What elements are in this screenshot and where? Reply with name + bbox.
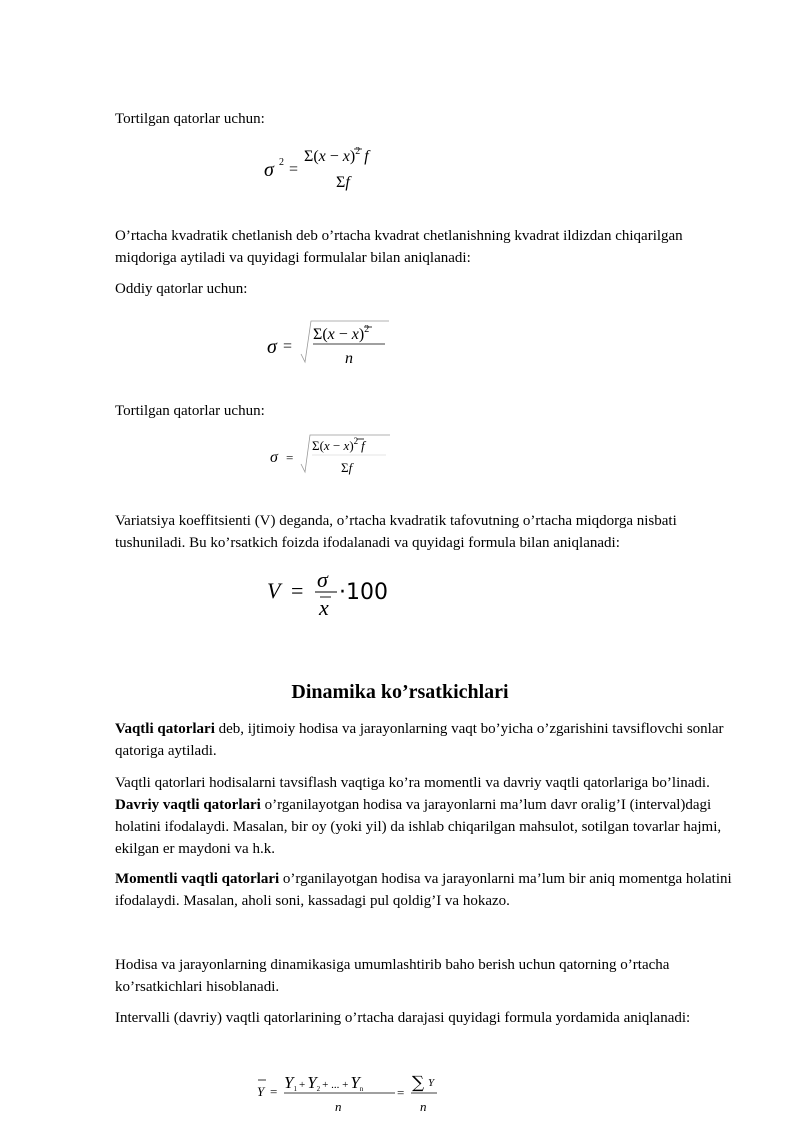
equals-sign: = <box>270 1084 278 1099</box>
term-periodic-series: Davriy vaqtli qatorlari <box>115 797 261 813</box>
equals-sign: = <box>291 578 304 603</box>
term-moment-series: Momentli vaqtli qatorlari <box>115 871 280 887</box>
paragraph-dynamics-assessment: Hodisa va jarayonlarning dinamikasiga umumlashtirib baho berish uchun qatorning o’rtacha ko’rsatkichlari hisoblanadi. <box>115 957 670 995</box>
formula-variation-coefficient <box>265 568 400 624</box>
equals-sign-2: = <box>397 1085 405 1100</box>
paragraph-periodic-series <box>115 772 740 860</box>
denominator: Σf <box>336 174 350 191</box>
classification-text: Vaqtli qatorlari hodisalarni tavsiflash vaqtiga ko’ra momentli va davriy vaqtli qatorlariga bo’linadi. <box>115 775 710 791</box>
formula-average-level <box>255 1068 455 1118</box>
v-symbol: V <box>267 578 281 603</box>
paragraph-time-series-definition <box>115 718 740 762</box>
numerator: $\Sigma(x - x)^2$ f <box>304 146 369 165</box>
formula-simple-std-deviation <box>265 318 405 373</box>
numerator: $\Sigma(x - x)^2$ f <box>312 436 365 453</box>
numerator-sigma: σ <box>317 567 328 592</box>
definition-text: deb, ijtimoiy hodisa va jarayonlarning vaqt bo’yicha o’zgarishini tavsiflovchi sonlar qatoriga aytiladi. <box>115 721 724 759</box>
y-bar-symbol: Y <box>257 1084 265 1099</box>
sigma-symbol: σ <box>270 449 278 466</box>
periodic-description: o’rganilayotgan hodisa va jarayonlarni ma’lum davr oralig’I (interval)dagi holatini ifodalaydi. Masalan, bir oy (yoki yil) da ishlab chiqarilgan mahsulot, sotilgan tovarlar hajmi, ekilgan er maydoni va h.k. <box>115 797 722 857</box>
paragraph-moment-series <box>115 868 740 912</box>
sigma-symbol: σ <box>267 336 277 358</box>
denominator-x: x <box>319 595 329 620</box>
paragraph-simple-series-label: Oddiy qatorlar uchun: <box>115 281 248 297</box>
moment-description: o’rganilayotgan hodisa va jarayonlarni ma’lum bir aniq momentga holatini ifodalaydi. Masalan, aholi soni, kassadagi pul qoldig’I va hokazo. <box>115 871 732 909</box>
sum-symbol: ∑ <box>412 1073 425 1093</box>
denominator: n <box>335 1099 342 1114</box>
paragraph-weighted-series-label: Tortilgan qatorlar uchun: <box>115 111 265 127</box>
multiplier-100: ·100 <box>339 580 388 605</box>
exponent: 2 <box>279 157 284 168</box>
formula-weighted-variance <box>262 143 402 193</box>
term-time-series: Vaqtli qatorlari <box>115 721 215 737</box>
denominator-2: n <box>420 1099 427 1114</box>
paragraph-variation-coefficient: Variatsiya koeffitsienti (V) deganda, o’rtacha kvadratik tafovutning o’rtacha miqdorga nisbati tushuniladi. Bu ko’rsatkich foizda ifodalanadi va quyidagi formula bilan aniqlanadi: <box>115 513 677 551</box>
equals-sign: = <box>286 450 294 465</box>
equals-sign: = <box>289 161 299 178</box>
paragraph-std-deviation-definition: O’rtacha kvadratik chetlanish deb o’rtacha kvadrat chetlanishning kvadrat ildizdan chiqarilgan miqdoriga aytiladi va quyidagi formulalar bilan aniqlanadi: <box>115 228 683 266</box>
section-heading: Dinamika ko’rsatkichlari <box>291 681 509 703</box>
denominator: n <box>345 350 353 367</box>
paragraph-weighted-series-label-2: Tortilgan qatorlar uchun: <box>115 403 265 419</box>
formula-weighted-std-deviation <box>268 432 398 482</box>
equals-sign: = <box>283 338 293 355</box>
numerator: Y1 + Y2 + ... + Yn <box>284 1073 364 1093</box>
paragraph-interval-average: Intervalli (davriy) vaqtli qatorlarining o’rtacha darajasi quyidagi formula yordamida aniqlanadi: <box>115 1010 691 1026</box>
numerator: $\Sigma(x - x)^2$ <box>313 324 370 343</box>
sum-y: Y <box>428 1077 435 1089</box>
sigma-symbol: σ <box>264 159 274 181</box>
denominator: Σf <box>341 460 353 475</box>
